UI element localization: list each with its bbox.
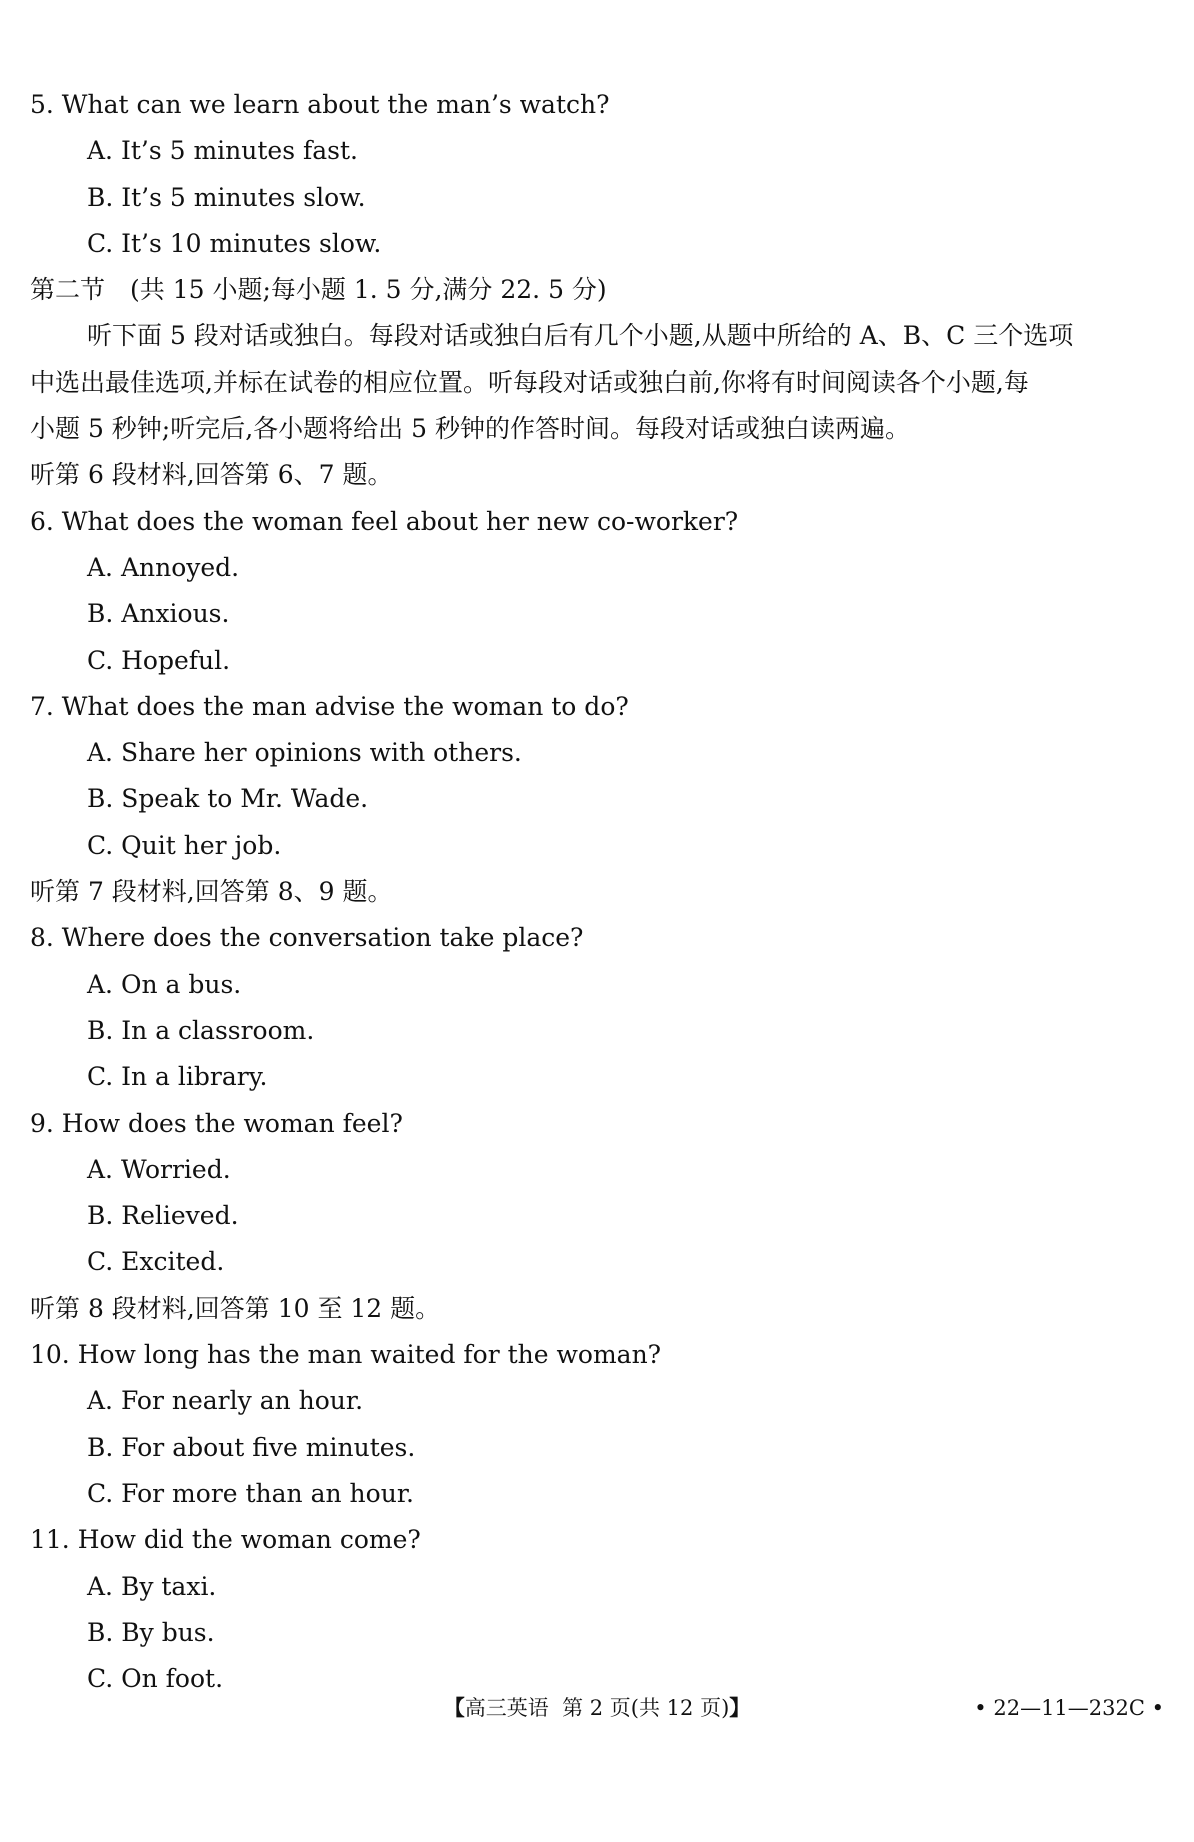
material-heading: 听第 8 段材料,回答第 10 至 12 题。: [30, 1293, 441, 1323]
footer-subject: 高三英语: [464, 1696, 549, 1720]
answer-option: A. For nearly an hour.: [87, 1386, 364, 1416]
answer-option: C. Quit her job.: [87, 830, 282, 860]
exam-page: [30, 82, 1164, 1702]
question-stem: 5. What can we learn about the man’s watch?: [30, 90, 610, 119]
answer-option: A. By taxi.: [87, 1571, 217, 1601]
answer-option: B. It’s 5 minutes slow.: [87, 182, 366, 212]
footer-right-bracket: 】: [729, 1695, 751, 1720]
answer-option: C. Hopeful.: [87, 645, 231, 675]
answer-option: B. In a classroom.: [87, 1015, 315, 1045]
question-stem: 6. What does the woman feel about her new co-worker?: [30, 506, 739, 536]
footer-page-label: 第 2 页(共 12 页): [562, 1696, 730, 1720]
answer-option: A. Worried.: [87, 1154, 231, 1184]
answer-option: B. By bus.: [87, 1617, 215, 1647]
answer-option: A. Share her opinions with others.: [87, 738, 522, 768]
section-title: 第二节 (共 15 小题;每小题 1. 5 分,满分 22. 5 分): [30, 275, 607, 305]
question-stem: 8. Where does the conversation take place?: [30, 923, 584, 953]
material-heading: 听第 7 段材料,回答第 8、9 题。: [30, 877, 393, 907]
answer-option: B. Speak to Mr. Wade.: [87, 784, 369, 814]
question-stem: 9. How does the woman feel?: [30, 1108, 403, 1138]
instruction-line: 小题 5 秒钟;听完后,各小题将给出 5 秒钟的作答时间。每段对话或独白读两遍。: [30, 414, 910, 444]
material-heading: 听第 6 段材料,回答第 6、7 题。: [30, 460, 393, 490]
answer-option: C. It’s 10 minutes slow.: [87, 228, 382, 258]
question-stem: 10. How long has the man waited for the woman?: [30, 1340, 662, 1370]
question-stem: 11. How did the woman come?: [30, 1525, 421, 1555]
instruction-line: 听下面 5 段对话或独白。每段对话或独白后有几个小题,从题中所给的 A、B、C 三个选项: [87, 321, 1074, 351]
answer-option: C. For more than an hour.: [87, 1478, 414, 1508]
answer-option: C. In a library.: [87, 1062, 268, 1092]
question-stem: 7. What does the man advise the woman to do?: [30, 691, 629, 721]
footer-exam-code: • 22—11—232C •: [974, 1696, 1164, 1720]
footer-left-bracket: 【: [443, 1695, 465, 1720]
answer-option: B. For about five minutes.: [87, 1432, 416, 1462]
instruction-line: 中选出最佳选项,并标在试卷的相应位置。听每段对话或独白前,你将有时间阅读各个小题,每: [30, 367, 1029, 397]
answer-option: B. Relieved.: [87, 1201, 239, 1231]
answer-option: B. Anxious.: [87, 599, 230, 629]
page-footer: [0, 1688, 1194, 1728]
answer-option: A. On a bus.: [87, 969, 242, 999]
answer-option: C. On foot.: [87, 1664, 224, 1694]
answer-option: A. It’s 5 minutes fast.: [87, 136, 358, 166]
answer-option: A. Annoyed.: [87, 552, 240, 582]
answer-option: C. Excited.: [87, 1247, 225, 1277]
